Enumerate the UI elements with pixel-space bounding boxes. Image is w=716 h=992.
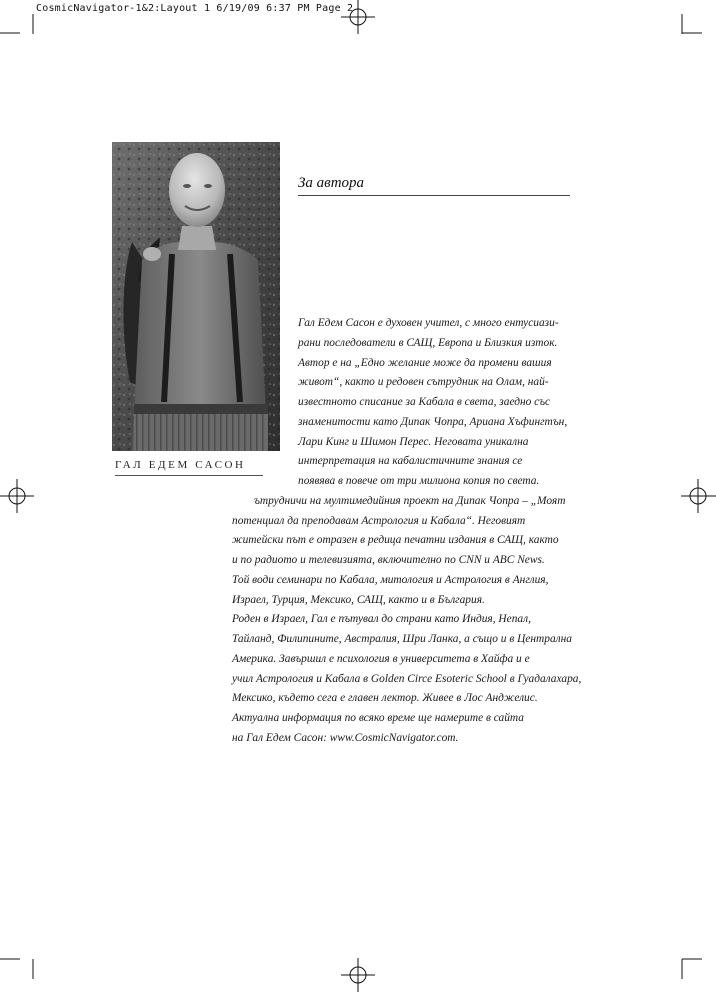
bio-line: Автор е на „Едно желание може да промени вашия — [298, 356, 552, 369]
bio-line: житейски път е отразен в редица печатни издания в САЩ, както — [232, 534, 559, 547]
bio-line: потенциал да преподавам Астрология и Кабала“. Неговият — [232, 514, 526, 527]
bio-line: интерпретация на кабалистичните знания се — [298, 455, 523, 468]
author-bio — [232, 314, 592, 749]
bio-line: известното списание за Кабала в света, заедно със — [298, 396, 551, 408]
bio-line: знаменитости като Дипак Чопра, Ариана Хъфингтън, — [298, 415, 568, 428]
photo-caption: ГАЛ ЕДЕМ САСОН — [115, 459, 263, 476]
bio-line: Роден в Израел, Гал е пътувал до страни като Индия, Непал, — [232, 613, 531, 626]
crop-mark-bottom-left — [0, 959, 33, 979]
bio-line: Той води семинари по Кабала, митология и Астрология в Англия, — [232, 573, 549, 586]
registration-mark-left — [0, 479, 34, 513]
registration-mark-right — [681, 479, 716, 513]
bio-line: Актуална информация по всяко време ще намерите в сайта — [232, 712, 524, 724]
bio-line: на Гал Едем Сасон: www.CosmicNavigator.com. — [232, 731, 459, 744]
bio-line: Тайланд, Филипините, Австралия, Шри Ланка, а също и в Централна — [232, 633, 572, 645]
bio-line: Израел, Турция, Мексико, САЩ, както и в България. — [232, 593, 485, 606]
crop-mark-bottom-right — [682, 959, 702, 979]
crop-mark-top-right — [682, 14, 702, 34]
bio-line: рани последователи в САЩ, Европа и Близкия изток. — [298, 336, 558, 349]
bio-line: Лари Кинг и Шимон Перес. Неговата уникална — [298, 435, 529, 448]
bio-line: Гал Едем Сасон е духовен учител, с много ентусиази- — [298, 317, 559, 329]
bio-line: и по радиото и телевизията, включително по CNN и ABC News. — [232, 554, 545, 566]
bio-line: ътрудничи на мултимедийния проект на Дипак Чопра – „Моят — [254, 494, 566, 507]
bio-line: Мексико, където сега е главен лектор. Живее в Лос Анджелис. — [232, 692, 538, 705]
bio-line: живот“, както и редовен сътрудник на Олам, най- — [298, 376, 549, 389]
bio-line: появява в повече от три милиона копия по света. — [298, 475, 540, 487]
crop-mark-top-left — [0, 14, 33, 34]
registration-mark-bottom — [341, 958, 375, 992]
registration-mark-top — [341, 0, 375, 34]
print-slug-line: CosmicNavigator-1&2:Layout 1 6/19/09 6:37 PM Page 2 — [36, 3, 354, 14]
bio-line: учил Астрология и Кабала в Golden Circe Esoteric School в Гуадалахара, — [232, 672, 582, 685]
bio-line: Америка. Завършил е психология в университета в Хайфа и е — [232, 652, 530, 665]
section-title: За автора — [298, 175, 570, 196]
